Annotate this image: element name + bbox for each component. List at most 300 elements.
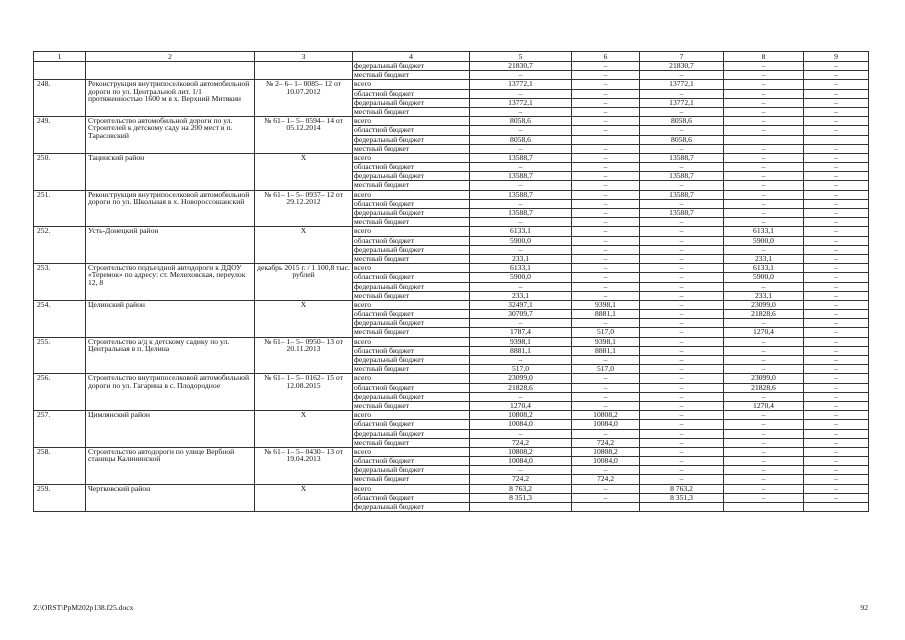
year-value: – (804, 126, 869, 135)
year-value (724, 503, 804, 512)
total-value: 13588,7 (470, 190, 572, 199)
year-value: – (724, 62, 804, 71)
object-name: Строительство автодороги по улице Вербной станицы Калининской (86, 447, 255, 484)
table-row (34, 411, 869, 420)
year-value: 9398,1 (572, 300, 640, 309)
total-value: – (470, 356, 572, 365)
year-value: 21828,6 (724, 383, 804, 392)
year-value: – (572, 282, 640, 291)
year-value: – (724, 447, 804, 456)
year-value: 10084,0 (572, 420, 640, 429)
funding-source: местный бюджет (353, 218, 470, 227)
funding-source: всего (353, 153, 470, 162)
year-value: 5900,0 (724, 236, 804, 245)
total-value: 5900,0 (470, 273, 572, 282)
funding-source: всего (353, 411, 470, 420)
total-value: 233,1 (470, 254, 572, 263)
year-value: 6133,1 (724, 227, 804, 236)
year-value: – (640, 447, 724, 456)
year-value: 8 351,3 (640, 493, 724, 502)
year-value: – (804, 420, 869, 429)
year-value: – (640, 365, 724, 374)
funding-source: областной бюджет (353, 236, 470, 245)
year-value: – (640, 144, 724, 153)
total-value: 13772,1 (470, 98, 572, 107)
total-value: 13772,1 (470, 80, 572, 89)
year-value: – (572, 374, 640, 383)
document-ref: декабрь 2015 г. / 1 100,8 тыс. рублей (255, 264, 353, 301)
year-value: – (804, 466, 869, 475)
year-value: – (724, 107, 804, 116)
total-value: 32497,1 (470, 300, 572, 309)
year-value: 13588,7 (640, 153, 724, 162)
year-value: – (572, 153, 640, 162)
year-value: – (804, 374, 869, 383)
funding-source: областной бюджет (353, 89, 470, 98)
year-value: – (572, 126, 640, 135)
year-value: – (804, 365, 869, 374)
year-value: 8 763,2 (640, 484, 724, 493)
year-value: 10084,0 (572, 457, 640, 466)
year-value: – (640, 254, 724, 263)
document-ref: № 61– 1– 5– 0937– 12 от 29.12.2012 (255, 190, 353, 227)
table-row (34, 484, 869, 493)
year-value: 1270,4 (724, 328, 804, 337)
year-value: – (724, 209, 804, 218)
year-value: – (640, 89, 724, 98)
year-value: – (804, 71, 869, 80)
year-value: 10808,2 (572, 447, 640, 456)
table-row (34, 80, 869, 89)
year-value: – (804, 484, 869, 493)
funding-source: федеральный бюджет (353, 503, 470, 512)
year-value: – (572, 236, 640, 245)
year-value: – (572, 80, 640, 89)
funding-source: местный бюджет (353, 475, 470, 484)
year-value: – (804, 291, 869, 300)
object-name: Строительство подъездной автодороги к ДДОУ «Теремок» по адресу: ст. Мелиховская, переулок 12, 8 (86, 264, 255, 301)
year-value: 5900,0 (724, 273, 804, 282)
year-value: – (804, 273, 869, 282)
total-value: – (470, 71, 572, 80)
funding-source: областной бюджет (353, 420, 470, 429)
year-value: – (804, 62, 869, 71)
funding-source: областной бюджет (353, 457, 470, 466)
year-value: – (724, 365, 804, 374)
year-value: 8881,1 (572, 310, 640, 319)
row-number: 256. (34, 374, 86, 411)
funding-source: областной бюджет (353, 346, 470, 355)
object-name: Строительство а/д к детскому садику по ул. Центральная в п. Целина (86, 337, 255, 374)
year-value: 13588,7 (640, 209, 724, 218)
total-value: 724,2 (470, 438, 572, 447)
document-ref: Х (255, 300, 353, 337)
year-value: – (640, 475, 724, 484)
year-value: – (572, 163, 640, 172)
row-number: 252. (34, 227, 86, 264)
row-number: 259. (34, 484, 86, 512)
year-value: 8058,6 (640, 135, 724, 144)
year-value (572, 503, 640, 512)
funding-source: областной бюджет (353, 126, 470, 135)
funding-source: местный бюджет (353, 365, 470, 374)
funding-source: областной бюджет (353, 310, 470, 319)
year-value: – (640, 71, 724, 80)
total-value: 23099,0 (470, 374, 572, 383)
year-value: – (640, 346, 724, 355)
year-value: 21828,6 (724, 310, 804, 319)
year-value: 8881,1 (572, 346, 640, 355)
year-value: – (804, 282, 869, 291)
funding-source: всего (353, 337, 470, 346)
year-value: – (804, 328, 869, 337)
year-value (804, 503, 869, 512)
funding-source: областной бюджет (353, 199, 470, 208)
object-name: Тацинский район (86, 153, 255, 190)
year-value: – (572, 392, 640, 401)
year-value: – (804, 89, 869, 98)
table-row (34, 117, 869, 126)
year-value: – (572, 62, 640, 71)
year-value: – (804, 163, 869, 172)
object-name (86, 62, 255, 80)
object-name: Усть-Донецкий район (86, 227, 255, 264)
total-value: 10084,0 (470, 420, 572, 429)
document-ref: № 61– 1– 5– 0950– 13 от 20.11.2013 (255, 337, 353, 374)
year-value: – (640, 438, 724, 447)
total-value: – (470, 218, 572, 227)
year-value: – (804, 254, 869, 263)
year-value: 8058,6 (640, 117, 724, 126)
year-value: 21830,7 (640, 62, 724, 71)
year-value: – (572, 484, 640, 493)
year-value: – (804, 438, 869, 447)
year-value: – (640, 300, 724, 309)
year-value: – (804, 346, 869, 355)
year-value: – (572, 172, 640, 181)
funding-source: федеральный бюджет (353, 282, 470, 291)
funding-source: федеральный бюджет (353, 62, 470, 71)
year-value: 10808,2 (572, 411, 640, 420)
total-value: – (470, 89, 572, 98)
year-value: – (572, 356, 640, 365)
column-number: 1 (34, 52, 86, 62)
year-value: – (572, 218, 640, 227)
file-path: Z:\ORST\PpM202p138.f25.docx (33, 603, 134, 612)
year-value: – (724, 153, 804, 162)
year-value: – (724, 117, 804, 126)
year-value: – (804, 429, 869, 438)
year-value: – (572, 117, 640, 126)
year-value: – (724, 126, 804, 135)
total-value: 8 351,3 (470, 493, 572, 502)
funding-source: всего (353, 300, 470, 309)
funding-source: местный бюджет (353, 71, 470, 80)
year-value: – (640, 163, 724, 172)
year-value: – (572, 227, 640, 236)
object-name: Строительство внутрипоселковой автомобильной дороги по ул. Гагарина в с. Плодородное (86, 374, 255, 411)
funding-source: местный бюджет (353, 144, 470, 153)
row-number: 257. (34, 411, 86, 448)
year-value: 23099,0 (724, 300, 804, 309)
funding-source: местный бюджет (353, 181, 470, 190)
year-value: – (724, 89, 804, 98)
column-number: 5 (470, 52, 572, 62)
total-value (470, 503, 572, 512)
funding-source: федеральный бюджет (353, 98, 470, 107)
year-value: – (724, 484, 804, 493)
year-value: – (724, 245, 804, 254)
year-value: – (572, 493, 640, 502)
column-number: 4 (353, 52, 470, 62)
year-value: – (804, 493, 869, 502)
year-value: – (804, 447, 869, 456)
total-value: 517,0 (470, 365, 572, 374)
year-value: – (724, 71, 804, 80)
year-value: – (640, 291, 724, 300)
year-value: – (640, 227, 724, 236)
year-value: 233,1 (724, 291, 804, 300)
table-row (34, 447, 869, 456)
year-value: – (640, 420, 724, 429)
year-value: 9398,1 (572, 337, 640, 346)
year-value: – (640, 337, 724, 346)
year-value: – (804, 117, 869, 126)
year-value: – (724, 218, 804, 227)
row-number: 251. (34, 190, 86, 227)
total-value: 8 763,2 (470, 484, 572, 493)
total-value: – (470, 163, 572, 172)
year-value: – (640, 328, 724, 337)
year-value: – (804, 190, 869, 199)
year-value: – (640, 466, 724, 475)
funding-source: всего (353, 447, 470, 456)
year-value: – (804, 218, 869, 227)
total-value: 1270,4 (470, 401, 572, 410)
year-value: – (572, 190, 640, 199)
year-value: – (724, 346, 804, 355)
year-value: – (640, 429, 724, 438)
year-value: – (724, 356, 804, 365)
year-value: – (804, 457, 869, 466)
year-value: – (572, 71, 640, 80)
year-value: – (804, 209, 869, 218)
year-value: – (804, 98, 869, 107)
total-value: – (470, 107, 572, 116)
table-row (34, 153, 869, 162)
total-value: 13588,7 (470, 153, 572, 162)
year-value: – (724, 80, 804, 89)
total-value: – (470, 392, 572, 401)
year-value: – (724, 392, 804, 401)
document-ref: № 61– 1– 5– 0162– 15 от 12.08.2015 (255, 374, 353, 411)
funding-source: всего (353, 264, 470, 273)
year-value: – (640, 383, 724, 392)
table-row (34, 300, 869, 309)
year-value: – (804, 181, 869, 190)
year-value: – (640, 126, 724, 135)
year-value: – (724, 475, 804, 484)
year-value: – (572, 319, 640, 328)
funding-source: областной бюджет (353, 273, 470, 282)
year-value: – (804, 392, 869, 401)
year-value: – (804, 356, 869, 365)
year-value: – (640, 374, 724, 383)
year-value: – (640, 264, 724, 273)
year-value (572, 135, 640, 144)
year-value: 13772,1 (640, 98, 724, 107)
year-value: – (804, 401, 869, 410)
funding-source: всего (353, 374, 470, 383)
year-value: – (804, 245, 869, 254)
year-value: – (724, 282, 804, 291)
year-value: – (724, 457, 804, 466)
year-value: – (572, 466, 640, 475)
object-name: Цимлянский район (86, 411, 255, 448)
year-value: – (724, 337, 804, 346)
object-name: Строительство автомобильной дороги по ул. Строителей к детскому саду на 200 мест в п. Тарасовский (86, 117, 255, 154)
funding-source: федеральный бюджет (353, 466, 470, 475)
total-value: 10808,2 (470, 447, 572, 456)
year-value: – (640, 401, 724, 410)
year-value: – (572, 401, 640, 410)
total-value: – (470, 319, 572, 328)
document-ref: Х (255, 153, 353, 190)
funding-source: областной бюджет (353, 163, 470, 172)
year-value: – (724, 163, 804, 172)
funding-source: местный бюджет (353, 107, 470, 116)
year-value: – (724, 319, 804, 328)
total-value: – (470, 181, 572, 190)
year-value: – (640, 319, 724, 328)
year-value: – (640, 282, 724, 291)
object-name: Чертковский район (86, 484, 255, 512)
year-value: – (640, 199, 724, 208)
year-value: – (572, 254, 640, 263)
funding-source: всего (353, 80, 470, 89)
total-value: – (470, 245, 572, 254)
total-value: – (470, 466, 572, 475)
total-value: – (470, 429, 572, 438)
funding-source: федеральный бюджет (353, 209, 470, 218)
funding-source: областной бюджет (353, 383, 470, 392)
funding-source: местный бюджет (353, 438, 470, 447)
year-value: – (724, 420, 804, 429)
year-value: – (804, 107, 869, 116)
year-value: – (572, 199, 640, 208)
document-ref: № 61– 1– 5– 0594– 14 от 05.12.2014 (255, 117, 353, 154)
funding-source: областной бюджет (353, 493, 470, 502)
year-value: 13772,1 (640, 80, 724, 89)
table-row (34, 264, 869, 273)
year-value: – (804, 199, 869, 208)
year-value: – (804, 337, 869, 346)
year-value: – (640, 181, 724, 190)
year-value: – (572, 209, 640, 218)
column-number: 9 (804, 52, 869, 62)
total-value: 21828,6 (470, 383, 572, 392)
row-number: 248. (34, 80, 86, 117)
total-value: 9398,1 (470, 337, 572, 346)
document-ref: № 2– 6– 1– 0085– 12 от 10.07.2012 (255, 80, 353, 117)
year-value: – (724, 438, 804, 447)
year-value: – (572, 98, 640, 107)
funding-source: местный бюджет (353, 254, 470, 263)
year-value: – (724, 466, 804, 475)
year-value: 517,0 (572, 365, 640, 374)
document-ref: № 61– 1– 5– 0430– 13 от 19.04.2013 (255, 447, 353, 484)
year-value: 233,1 (724, 254, 804, 263)
total-value: 8881,1 (470, 346, 572, 355)
year-value: – (804, 153, 869, 162)
year-value: – (572, 383, 640, 392)
year-value (640, 503, 724, 512)
year-value: – (572, 89, 640, 98)
year-value: – (640, 310, 724, 319)
total-value: – (470, 126, 572, 135)
budget-table (33, 51, 869, 512)
year-value: – (724, 181, 804, 190)
year-value: – (804, 264, 869, 273)
total-value: – (470, 282, 572, 291)
year-value: 6133,1 (724, 264, 804, 273)
funding-source: всего (353, 190, 470, 199)
funding-source: всего (353, 227, 470, 236)
year-value: 1270,4 (724, 401, 804, 410)
funding-source: федеральный бюджет (353, 392, 470, 401)
year-value: 724,2 (572, 475, 640, 484)
year-value: – (724, 144, 804, 153)
funding-source: местный бюджет (353, 401, 470, 410)
year-value: – (640, 356, 724, 365)
page-number: 92 (860, 603, 868, 612)
year-value: – (724, 98, 804, 107)
year-value (724, 135, 804, 144)
funding-source: федеральный бюджет (353, 319, 470, 328)
year-value: – (804, 172, 869, 181)
year-value: 724,2 (572, 438, 640, 447)
year-value (804, 135, 869, 144)
year-value: 13588,7 (640, 190, 724, 199)
funding-source: федеральный бюджет (353, 356, 470, 365)
table-row (34, 337, 869, 346)
row-number: 249. (34, 117, 86, 154)
total-value: 233,1 (470, 291, 572, 300)
year-value: – (804, 310, 869, 319)
document-ref: Х (255, 411, 353, 448)
year-value: – (640, 107, 724, 116)
year-value: – (640, 411, 724, 420)
year-value: – (804, 300, 869, 309)
year-value: – (724, 199, 804, 208)
total-value: 8058,6 (470, 117, 572, 126)
row-number: 250. (34, 153, 86, 190)
column-number: 3 (255, 52, 353, 62)
year-value: – (572, 273, 640, 282)
funding-source: всего (353, 117, 470, 126)
funding-source: федеральный бюджет (353, 245, 470, 254)
year-value: 517,0 (572, 328, 640, 337)
funding-source: федеральный бюджет (353, 172, 470, 181)
year-value: – (572, 264, 640, 273)
total-value: 1787,4 (470, 328, 572, 337)
document-ref (255, 62, 353, 80)
funding-source: федеральный бюджет (353, 429, 470, 438)
year-value: – (640, 273, 724, 282)
column-number: 7 (640, 52, 724, 62)
row-number: 255. (34, 337, 86, 374)
funding-source: местный бюджет (353, 328, 470, 337)
